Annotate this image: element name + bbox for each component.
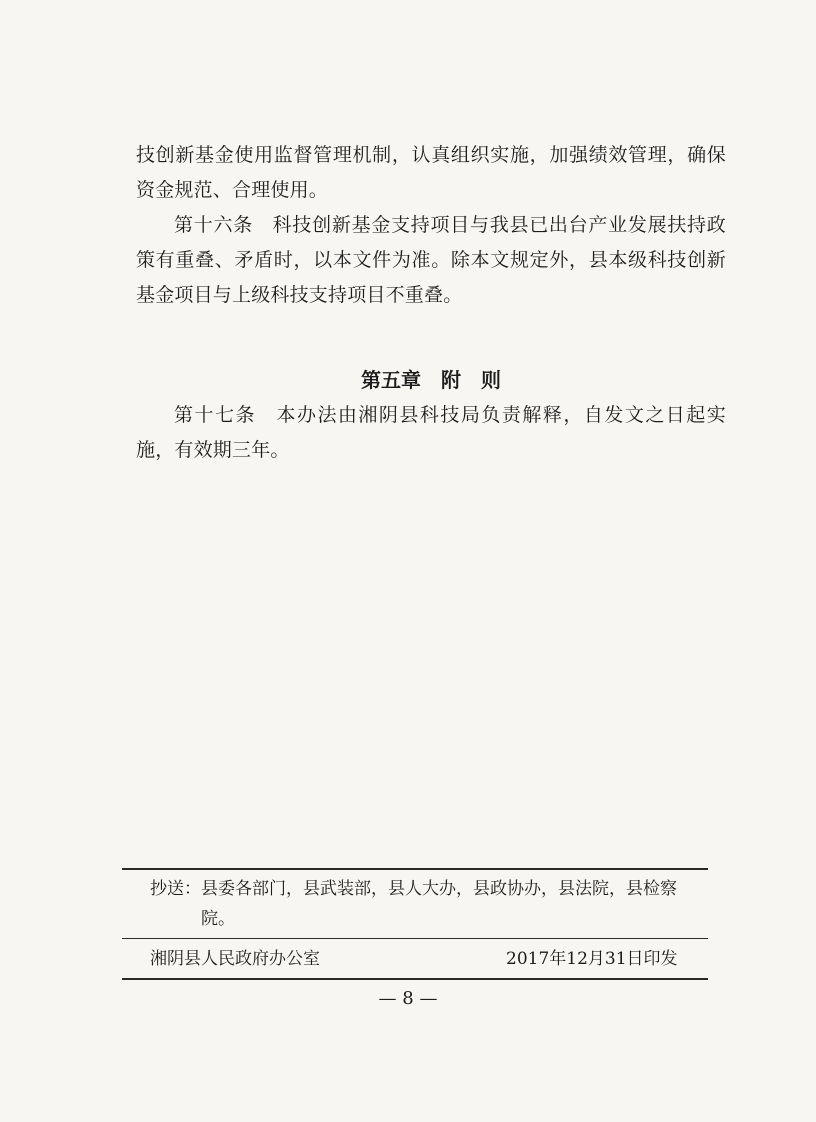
issue-date: 2017年12月31日印发 xyxy=(506,949,678,969)
chapter-title: 第五章 附 则 xyxy=(361,368,501,392)
footer-bottom-rule xyxy=(122,978,708,980)
issuer: 湘阴县人民政府办公室 xyxy=(150,949,320,969)
paragraph-text: 技创新基金使用监督管理机制，认真组织实施，加强绩效管理，确保资金规范、合理使用。 xyxy=(136,144,726,201)
paragraph-continuation xyxy=(136,138,726,208)
article-17 xyxy=(136,398,726,468)
cc-label: 抄送： xyxy=(150,879,201,899)
footer-middle-rule xyxy=(122,938,708,939)
cc-recipients: 县委各部门，县武装部，县人大办，县政协办，县法院，县检察院。 xyxy=(201,879,677,929)
page-number: — 8 — xyxy=(378,988,438,1009)
article-17-text: 第十七条 本办法由湘阴县科技局负责解释，自发文之日起实施，有效期三年。 xyxy=(136,404,726,461)
article-16-text: 第十六条 科技创新基金支持项目与我县已出台产业发展扶持政策有重叠、矛盾时，以本文件为准。除本文规定外，县本级科技创新基金项目与上级科技支持项目不重叠。 xyxy=(136,214,726,306)
footer-top-rule xyxy=(122,868,708,870)
article-16 xyxy=(136,208,726,313)
cc-block xyxy=(150,874,690,934)
